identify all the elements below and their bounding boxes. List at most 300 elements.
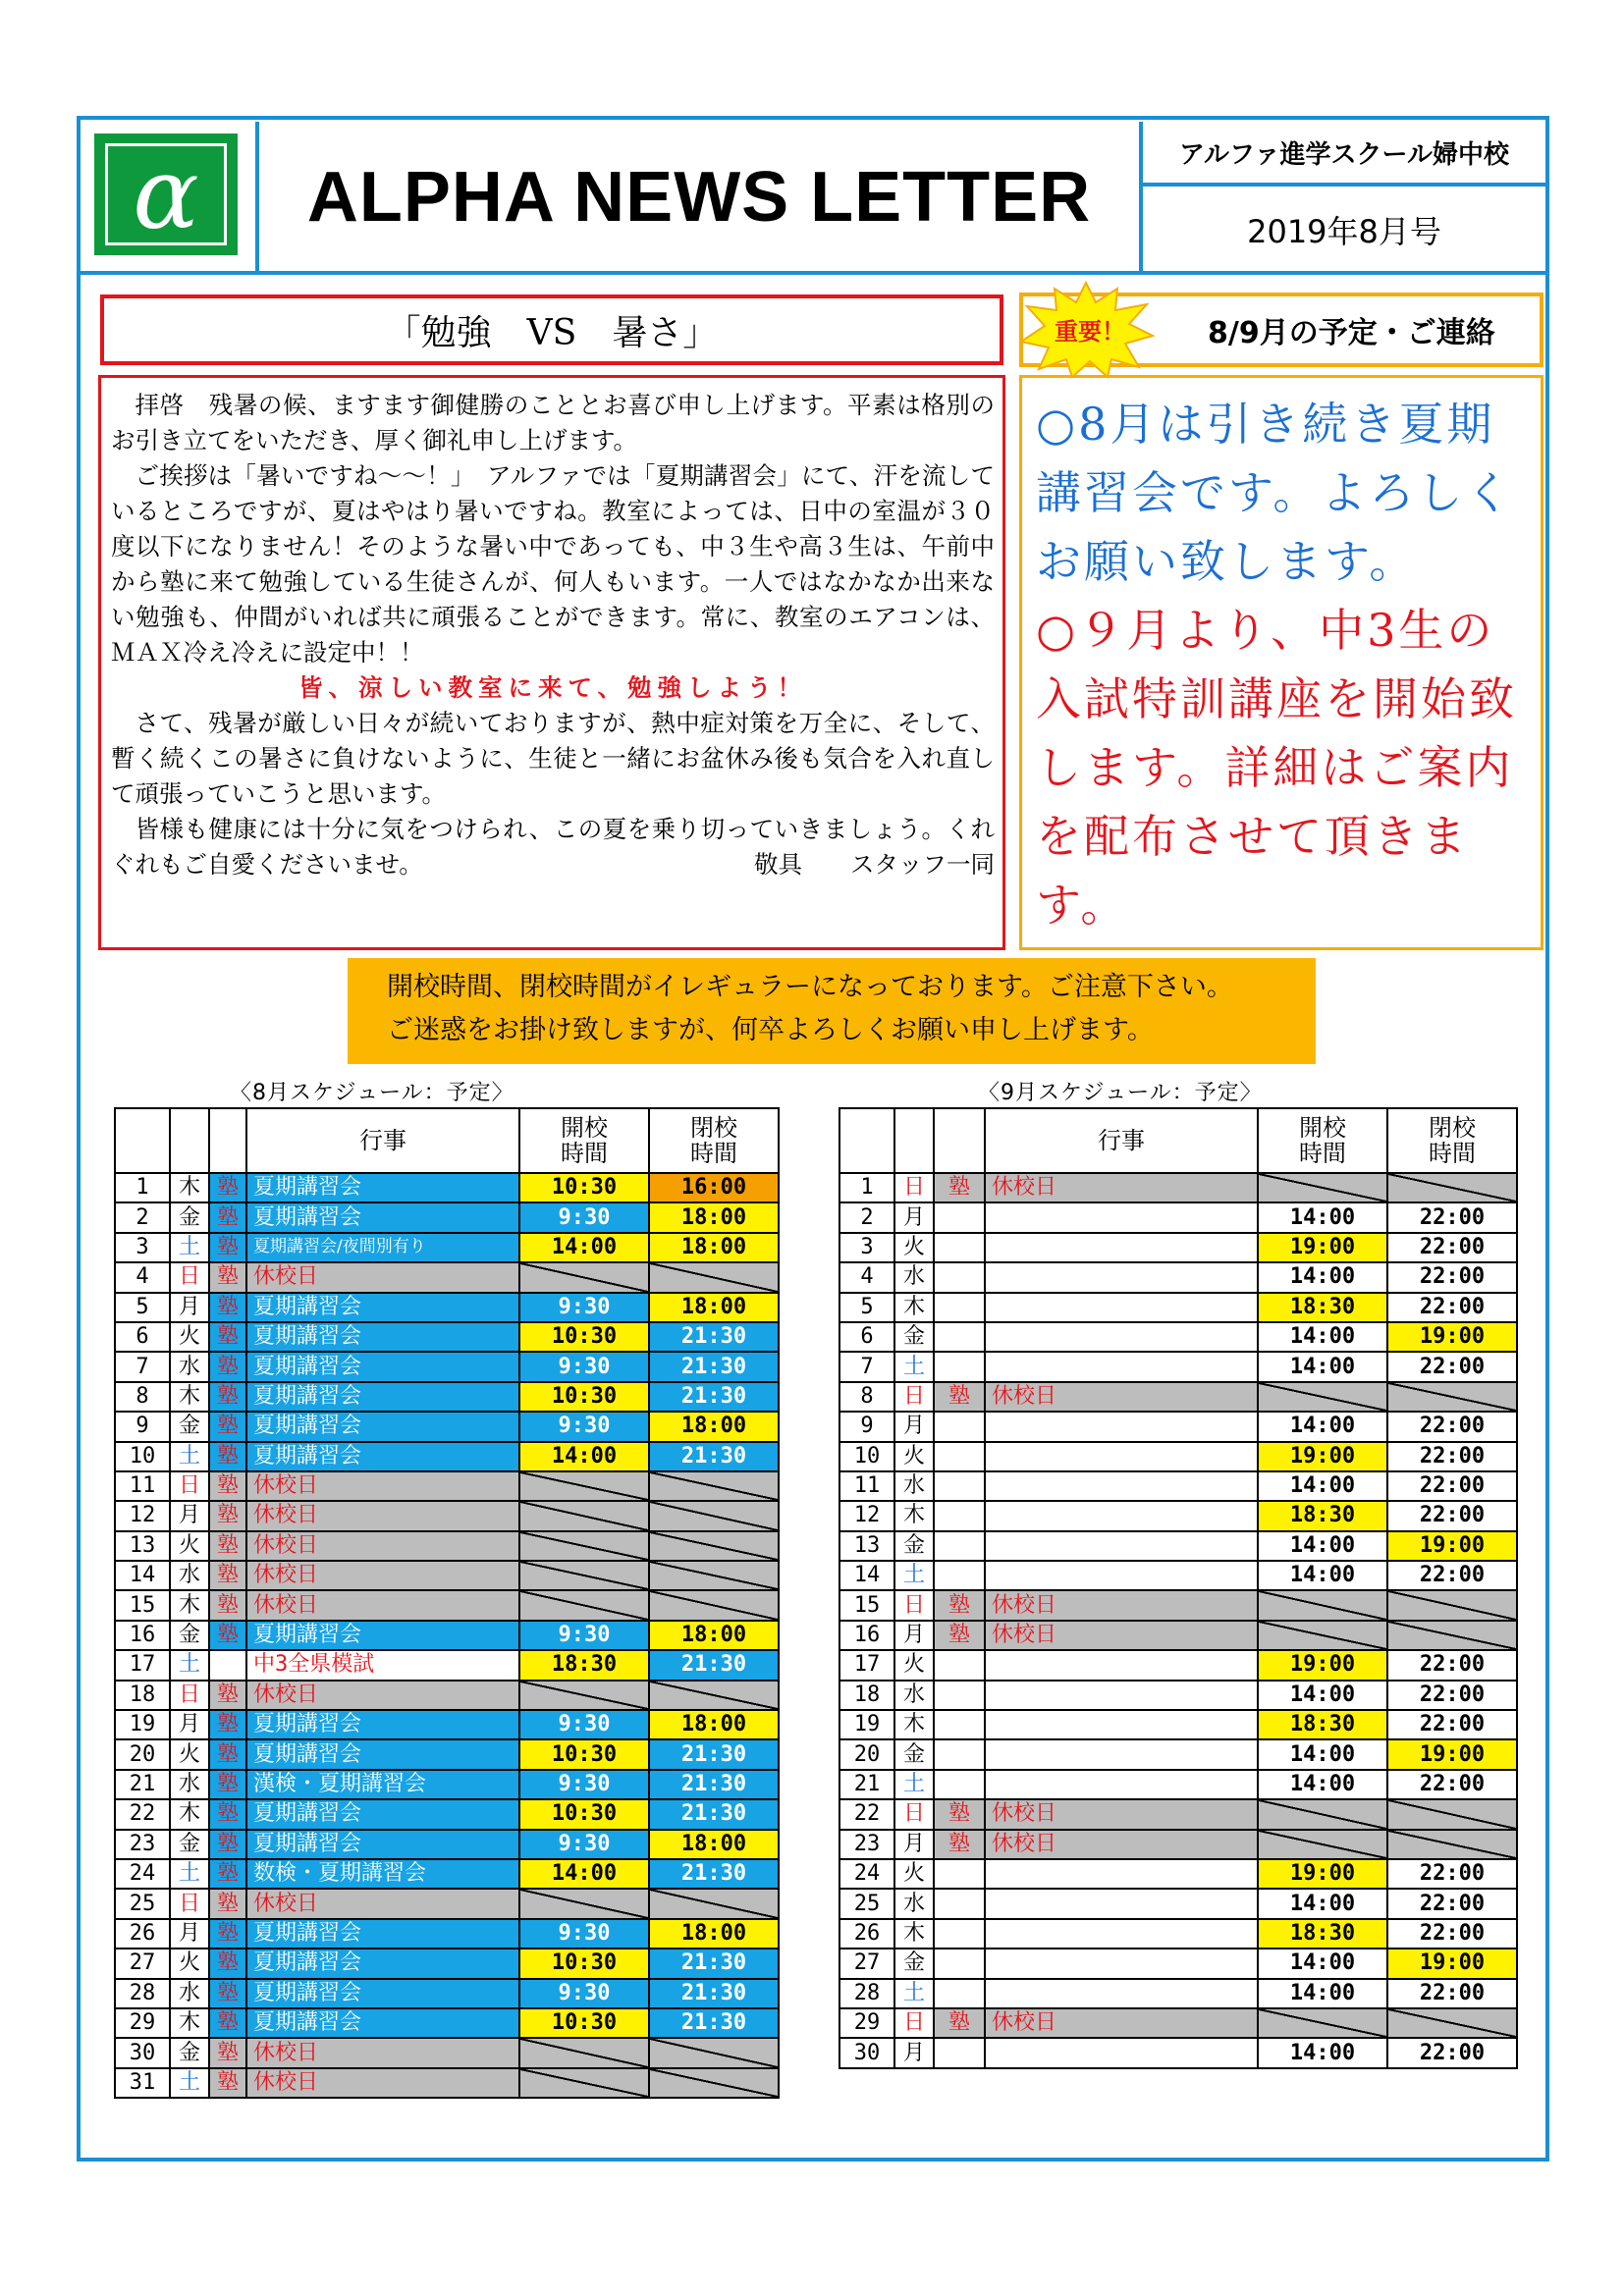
- event-cell: 休校日: [985, 1830, 1258, 1859]
- weekday-cell: 月: [170, 1710, 209, 1739]
- day-cell: 19: [839, 1710, 894, 1739]
- weekday-cell: 土: [894, 1561, 934, 1590]
- weekday-cell: 金: [170, 1830, 209, 1859]
- close-time-cell: 21:30: [649, 1949, 779, 1978]
- open-time-cell: [519, 1889, 649, 1918]
- day-cell: 12: [839, 1501, 894, 1530]
- day-cell: 4: [115, 1262, 170, 1292]
- table-row: [115, 1621, 779, 1650]
- close-time-cell: [649, 1889, 779, 1918]
- close-time-cell: 22:00: [1387, 1262, 1517, 1292]
- juku-mark-cell: 塾: [209, 1202, 246, 1232]
- weekday-cell: 土: [170, 1442, 209, 1471]
- day-cell: 22: [839, 1799, 894, 1829]
- event-cell: [985, 1739, 1258, 1769]
- header-divider: [81, 271, 1545, 275]
- open-time-cell: [519, 1531, 649, 1561]
- weekday-cell: 金: [894, 1739, 934, 1769]
- open-time-cell: 10:30: [519, 1949, 649, 1978]
- juku-mark-cell: 塾: [209, 1979, 246, 2008]
- juku-mark-cell: 塾: [209, 1710, 246, 1739]
- event-cell: [985, 1233, 1258, 1262]
- juku-mark-cell: [934, 1233, 985, 1262]
- juku-mark-cell: [934, 2038, 985, 2067]
- close-time-cell: 16:00: [649, 1173, 779, 1202]
- close-time-cell: 18:00: [649, 1919, 779, 1949]
- juku-mark-cell: 塾: [209, 1830, 246, 1859]
- day-cell: 11: [839, 1471, 894, 1501]
- article-paragraph: さて、残暑が厳しい日々が続いておりますが、熱中症対策を万全に、そして、暫く続くこの暑さに負けないように、生徒と一緒にお盆休み後も気合を入れ直して頑張っていこうと思います。: [111, 709, 995, 808]
- open-time-cell: 14:00: [1258, 1352, 1387, 1381]
- weekday-cell: 水: [894, 1262, 934, 1292]
- open-time-cell: [1258, 1830, 1387, 1859]
- table-row: [839, 1949, 1517, 1978]
- hours-notice-banner: [348, 958, 1316, 1064]
- weekday-cell: 火: [170, 1322, 209, 1352]
- weekday-cell: 水: [170, 1561, 209, 1590]
- juku-mark-cell: 塾: [209, 1442, 246, 1471]
- open-time-cell: 14:00: [1258, 1412, 1387, 1441]
- weekday-cell: 木: [170, 1799, 209, 1829]
- open-time-cell: 9:30: [519, 1830, 649, 1859]
- table-row: [115, 1173, 779, 1202]
- juku-mark-cell: [934, 1471, 985, 1501]
- event-cell: [985, 1770, 1258, 1799]
- juku-mark-cell: [934, 1770, 985, 1799]
- juku-mark-cell: 塾: [209, 1233, 246, 1262]
- close-time-cell: 21:30: [649, 1770, 779, 1799]
- weekday-cell: 木: [894, 1501, 934, 1530]
- table-row: [115, 1442, 779, 1471]
- open-time-cell: 9:30: [519, 1770, 649, 1799]
- close-time-cell: [649, 1681, 779, 1710]
- open-time-cell: 10:30: [519, 2008, 649, 2038]
- event-cell: 休校日: [985, 1590, 1258, 1620]
- article-highlight: 皆、涼しい教室に来て、勉強しよう！: [298, 673, 807, 702]
- header-event: 行事: [246, 1108, 519, 1173]
- table-row: [115, 1471, 779, 1501]
- table-row: [839, 1561, 1517, 1590]
- close-time-cell: [649, 1531, 779, 1561]
- open-time-cell: [519, 1501, 649, 1530]
- day-cell: 14: [115, 1561, 170, 1590]
- close-time-cell: [649, 1501, 779, 1530]
- weekday-cell: 火: [170, 1949, 209, 1978]
- day-cell: 3: [115, 1233, 170, 1262]
- close-time-cell: 19:00: [1387, 1949, 1517, 1978]
- event-cell: 夏期講習会: [246, 1830, 519, 1859]
- event-cell: [985, 1889, 1258, 1918]
- close-time-cell: [1387, 1382, 1517, 1412]
- close-time-cell: 22:00: [1387, 1352, 1517, 1381]
- event-cell: [985, 1650, 1258, 1680]
- open-time-cell: 14:00: [1258, 1262, 1387, 1292]
- day-cell: 29: [839, 2008, 894, 2038]
- article-paragraph: [111, 812, 995, 882]
- open-time-cell: 18:30: [1258, 1710, 1387, 1739]
- article-paragraph: ご挨拶は「暑いですね～～！」 アルファでは「夏期講習会」にて、汗を流しているところですが、夏はやはり暑いですね。教室によっては、日中の室温が３０度以下になりません！そのような暑い中であっても、中３生や高３生は、午前中から塾に来て勉強している生徒さんが、何人もいます。一人ではなかなか出来ない勉強も、仲間がいれば共に頑張ることができます。常に、教室のエアコンは、ＭＡＸ冷え冷えに設定中！！: [111, 461, 995, 667]
- close-time-cell: [649, 2038, 779, 2067]
- weekday-cell: 土: [170, 1650, 209, 1680]
- weekday-cell: 月: [894, 2038, 934, 2067]
- event-cell: [985, 1561, 1258, 1590]
- juku-mark-cell: 塾: [934, 1621, 985, 1650]
- event-cell: [985, 1442, 1258, 1471]
- day-cell: 3: [839, 1233, 894, 1262]
- event-cell: 夏期講習会/夜間別有り: [246, 1233, 519, 1262]
- event-cell: 数検・夏期講習会: [246, 1859, 519, 1889]
- event-cell: [985, 1293, 1258, 1322]
- juku-mark-cell: 塾: [209, 1352, 246, 1381]
- weekday-cell: 木: [170, 1173, 209, 1202]
- close-time-cell: 22:00: [1387, 1233, 1517, 1262]
- open-time-cell: [519, 2038, 649, 2067]
- table-row: [115, 2008, 779, 2038]
- close-time-cell: [1387, 1173, 1517, 1202]
- day-cell: 28: [115, 1979, 170, 2008]
- day-cell: 30: [839, 2038, 894, 2067]
- event-cell: [985, 1262, 1258, 1292]
- day-cell: 17: [839, 1650, 894, 1680]
- event-cell: [985, 1710, 1258, 1739]
- table-row: [115, 2068, 779, 2098]
- open-time-cell: 18:30: [1258, 1293, 1387, 1322]
- weekday-cell: 土: [894, 1979, 934, 2008]
- day-cell: 4: [839, 1262, 894, 1292]
- table-row: [839, 1442, 1517, 1471]
- table-row: [839, 1471, 1517, 1501]
- event-cell: 夏期講習会: [246, 1173, 519, 1202]
- open-time-cell: 19:00: [1258, 1442, 1387, 1471]
- close-time-cell: 18:00: [649, 1621, 779, 1650]
- open-time-cell: [1258, 1621, 1387, 1650]
- day-cell: 10: [839, 1442, 894, 1471]
- weekday-cell: 木: [170, 1382, 209, 1412]
- open-time-cell: [519, 1262, 649, 1292]
- close-time-cell: 21:30: [649, 1799, 779, 1829]
- weekday-cell: 木: [170, 1590, 209, 1620]
- open-time-cell: 9:30: [519, 1710, 649, 1739]
- weekday-cell: 日: [894, 1173, 934, 1202]
- weekday-cell: 月: [894, 1202, 934, 1232]
- day-cell: 6: [115, 1322, 170, 1352]
- table-row: [839, 1889, 1517, 1918]
- juku-mark-cell: 塾: [934, 1590, 985, 1620]
- open-time-cell: 19:00: [1258, 1650, 1387, 1680]
- open-time-cell: 10:30: [519, 1382, 649, 1412]
- aug-schedule-table: [114, 1107, 780, 2099]
- event-cell: 夏期講習会: [246, 2008, 519, 2038]
- event-cell: 休校日: [246, 1561, 519, 1590]
- day-cell: 15: [839, 1590, 894, 1620]
- day-cell: 23: [839, 1830, 894, 1859]
- table-row: [839, 1501, 1517, 1530]
- open-time-cell: 14:00: [1258, 1949, 1387, 1978]
- weekday-cell: 日: [170, 1471, 209, 1501]
- close-time-cell: 22:00: [1387, 1979, 1517, 2008]
- close-time-cell: [649, 2068, 779, 2098]
- open-time-cell: 19:00: [1258, 1233, 1387, 1262]
- juku-mark-cell: [934, 1352, 985, 1381]
- weekday-cell: 水: [894, 1681, 934, 1710]
- day-cell: 25: [115, 1889, 170, 1918]
- table-row: [115, 1382, 779, 1412]
- day-cell: 20: [115, 1739, 170, 1769]
- day-cell: 24: [115, 1859, 170, 1889]
- close-time-cell: [1387, 1830, 1517, 1859]
- open-time-cell: 14:00: [1258, 1561, 1387, 1590]
- day-cell: 25: [839, 1889, 894, 1918]
- event-cell: 夏期講習会: [246, 1412, 519, 1441]
- table-row: [115, 1501, 779, 1530]
- table-row: [115, 1412, 779, 1441]
- event-cell: [985, 1352, 1258, 1381]
- juku-mark-cell: [934, 1442, 985, 1471]
- close-time-cell: [1387, 1621, 1517, 1650]
- event-cell: [985, 1979, 1258, 2008]
- day-cell: 10: [115, 1442, 170, 1471]
- event-cell: 休校日: [246, 1262, 519, 1292]
- juku-mark-cell: [209, 1650, 246, 1680]
- event-cell: 休校日: [246, 1681, 519, 1710]
- event-cell: 中3全県模試: [246, 1650, 519, 1680]
- close-time-cell: 18:00: [649, 1710, 779, 1739]
- header-day: [115, 1108, 170, 1173]
- juku-mark-cell: 塾: [209, 2068, 246, 2098]
- close-time-cell: 18:00: [649, 1202, 779, 1232]
- open-time-cell: [1258, 1799, 1387, 1829]
- juku-mark-cell: 塾: [209, 1770, 246, 1799]
- open-time-cell: 9:30: [519, 1352, 649, 1381]
- event-cell: [985, 1202, 1258, 1232]
- juku-mark-cell: [934, 1202, 985, 1232]
- table-row: [839, 1859, 1517, 1889]
- table-row: [839, 1710, 1517, 1739]
- schedule-notice-body: [1019, 375, 1543, 950]
- close-time-cell: [649, 1471, 779, 1501]
- important-badge: 重要！: [1055, 318, 1125, 346]
- weekday-cell: 日: [170, 1681, 209, 1710]
- table-row: [115, 1889, 779, 1918]
- juku-mark-cell: [934, 1262, 985, 1292]
- table-row: [839, 1352, 1517, 1381]
- table-row: [115, 1681, 779, 1710]
- weekday-cell: 月: [894, 1830, 934, 1859]
- weekday-cell: 金: [894, 1531, 934, 1561]
- header-weekday: [170, 1108, 209, 1173]
- juku-mark-cell: 塾: [209, 1173, 246, 1202]
- article-signature: 敬具 スタッフ一同: [754, 850, 995, 879]
- sep-schedule-caption: 〈9月スケジュール：予定〉: [978, 1081, 1263, 1105]
- day-cell: 5: [839, 1293, 894, 1322]
- table-row: [839, 1739, 1517, 1769]
- day-cell: 24: [839, 1859, 894, 1889]
- event-cell: [985, 1859, 1258, 1889]
- banner-line: 開校時間、閉校時間がイレギュラーになっております。ご注意下さい。: [387, 972, 1233, 1002]
- table-row: [115, 1739, 779, 1769]
- day-cell: 31: [115, 2068, 170, 2098]
- table-row: [115, 1919, 779, 1949]
- alpha-logo-glyph: α: [105, 143, 227, 245]
- day-cell: 18: [115, 1681, 170, 1710]
- event-cell: 夏期講習会: [246, 1202, 519, 1232]
- open-time-cell: 9:30: [519, 1293, 649, 1322]
- weekday-cell: 木: [170, 2008, 209, 2038]
- open-time-cell: 10:30: [519, 1173, 649, 1202]
- table-row: [115, 2038, 779, 2067]
- weekday-cell: 木: [894, 1293, 934, 1322]
- juku-mark-cell: [934, 1949, 985, 1978]
- weekday-cell: 火: [894, 1650, 934, 1680]
- juku-mark-cell: [934, 1650, 985, 1680]
- close-time-cell: [649, 1262, 779, 1292]
- juku-mark-cell: 塾: [209, 1531, 246, 1561]
- event-cell: 休校日: [985, 2008, 1258, 2038]
- juku-mark-cell: [934, 1739, 985, 1769]
- weekday-cell: 水: [894, 1471, 934, 1501]
- juku-mark-cell: [934, 1412, 985, 1441]
- open-time-cell: [519, 1561, 649, 1590]
- open-time-cell: 14:00: [1258, 1681, 1387, 1710]
- event-cell: 休校日: [985, 1799, 1258, 1829]
- table-row: [839, 2038, 1517, 2067]
- juku-mark-cell: 塾: [934, 1799, 985, 1829]
- weekday-cell: 月: [170, 1293, 209, 1322]
- table-row: [115, 1799, 779, 1829]
- close-time-cell: 22:00: [1387, 1561, 1517, 1590]
- table-row: [115, 1949, 779, 1978]
- juku-mark-cell: [934, 1919, 985, 1949]
- juku-mark-cell: [934, 1293, 985, 1322]
- open-time-cell: 14:00: [1258, 1471, 1387, 1501]
- juku-mark-cell: [934, 1322, 985, 1352]
- school-name: アルファ進学スクール婦中校: [1143, 122, 1545, 187]
- juku-mark-cell: [934, 1561, 985, 1590]
- table-row: [839, 1919, 1517, 1949]
- article-title: 「勉強 VS 暑さ」: [100, 294, 1003, 365]
- table-header-row: [839, 1108, 1517, 1173]
- table-row: [115, 1859, 779, 1889]
- open-time-cell: 14:00: [1258, 1889, 1387, 1918]
- weekday-cell: 土: [170, 2068, 209, 2098]
- weekday-cell: 日: [894, 1382, 934, 1412]
- close-time-cell: 21:30: [649, 1650, 779, 1680]
- day-cell: 12: [115, 1501, 170, 1530]
- close-time-cell: 22:00: [1387, 1710, 1517, 1739]
- close-time-cell: 22:00: [1387, 1501, 1517, 1530]
- weekday-cell: 月: [170, 1919, 209, 1949]
- event-cell: 夏期講習会: [246, 1919, 519, 1949]
- juku-mark-cell: 塾: [209, 1501, 246, 1530]
- day-cell: 7: [839, 1352, 894, 1381]
- close-time-cell: 21:30: [649, 1979, 779, 2008]
- table-row: [839, 1621, 1517, 1650]
- day-cell: 11: [115, 1471, 170, 1501]
- open-time-cell: [1258, 2008, 1387, 2038]
- open-time-cell: 9:30: [519, 1979, 649, 2008]
- event-cell: 休校日: [246, 1531, 519, 1561]
- article-paragraph: 拝啓 残暑の候、ますます御健勝のこととお喜び申し上げます。平素は格別のお引き立てをいただき、厚く御礼申し上げます。: [111, 391, 995, 454]
- event-cell: [985, 1681, 1258, 1710]
- day-cell: 13: [839, 1531, 894, 1561]
- open-time-cell: 10:30: [519, 1322, 649, 1352]
- day-cell: 19: [115, 1710, 170, 1739]
- close-time-cell: 18:00: [649, 1233, 779, 1262]
- open-time-cell: 14:00: [1258, 1531, 1387, 1561]
- close-time-cell: 22:00: [1387, 2038, 1517, 2067]
- close-time-cell: 19:00: [1387, 1531, 1517, 1561]
- juku-mark-cell: 塾: [934, 1173, 985, 1202]
- event-cell: 休校日: [246, 2038, 519, 2067]
- close-time-cell: 22:00: [1387, 1202, 1517, 1232]
- weekday-cell: 金: [170, 1202, 209, 1232]
- weekday-cell: 土: [894, 1770, 934, 1799]
- juku-mark-cell: 塾: [209, 2038, 246, 2067]
- juku-mark-cell: [934, 1501, 985, 1530]
- juku-mark-cell: 塾: [209, 1382, 246, 1412]
- weekday-cell: 火: [894, 1442, 934, 1471]
- table-row: [839, 2008, 1517, 2038]
- table-row: [839, 1770, 1517, 1799]
- event-cell: 夏期講習会: [246, 1442, 519, 1471]
- logo-cell: [82, 122, 259, 273]
- close-time-cell: 22:00: [1387, 1293, 1517, 1322]
- header-event: 行事: [985, 1108, 1258, 1173]
- event-cell: 夏期講習会: [246, 1799, 519, 1829]
- table-row: [839, 1799, 1517, 1829]
- juku-mark-cell: 塾: [209, 1590, 246, 1620]
- event-cell: 休校日: [246, 2068, 519, 2098]
- event-cell: [985, 2038, 1258, 2067]
- juku-mark-cell: 塾: [209, 1412, 246, 1441]
- day-cell: 23: [115, 1830, 170, 1859]
- header-day: [839, 1108, 894, 1173]
- juku-mark-cell: 塾: [209, 1561, 246, 1590]
- close-time-cell: 21:30: [649, 1739, 779, 1769]
- weekday-cell: 土: [894, 1352, 934, 1381]
- table-row: [115, 1561, 779, 1590]
- header-close: 閉校 時間: [1387, 1108, 1517, 1173]
- weekday-cell: 水: [170, 1979, 209, 2008]
- weekday-cell: 日: [894, 1590, 934, 1620]
- article-body: [98, 375, 1005, 950]
- day-cell: 2: [115, 1202, 170, 1232]
- header-close: 閉校 時間: [649, 1108, 779, 1173]
- close-time-cell: 18:00: [649, 1412, 779, 1441]
- day-cell: 16: [839, 1621, 894, 1650]
- day-cell: 21: [115, 1770, 170, 1799]
- header-weekday: [894, 1108, 934, 1173]
- open-time-cell: [1258, 1382, 1387, 1412]
- day-cell: 8: [839, 1382, 894, 1412]
- table-row: [115, 1710, 779, 1739]
- event-cell: [985, 1531, 1258, 1561]
- event-cell: 休校日: [985, 1173, 1258, 1202]
- aug-schedule-caption: 〈8月スケジュール：予定〉: [230, 1081, 514, 1105]
- alpha-logo: [94, 133, 238, 255]
- weekday-cell: 木: [894, 1919, 934, 1949]
- open-time-cell: [519, 1471, 649, 1501]
- close-time-cell: 22:00: [1387, 1770, 1517, 1799]
- open-time-cell: 9:30: [519, 1621, 649, 1650]
- day-cell: 6: [839, 1322, 894, 1352]
- table-row: [839, 1681, 1517, 1710]
- header-blank: [934, 1108, 985, 1173]
- close-time-cell: 19:00: [1387, 1739, 1517, 1769]
- table-row: [839, 1531, 1517, 1561]
- august-notice: ○8月は引き続き夏期講習会です。よろしくお願い致します。: [1036, 398, 1514, 588]
- day-cell: 20: [839, 1739, 894, 1769]
